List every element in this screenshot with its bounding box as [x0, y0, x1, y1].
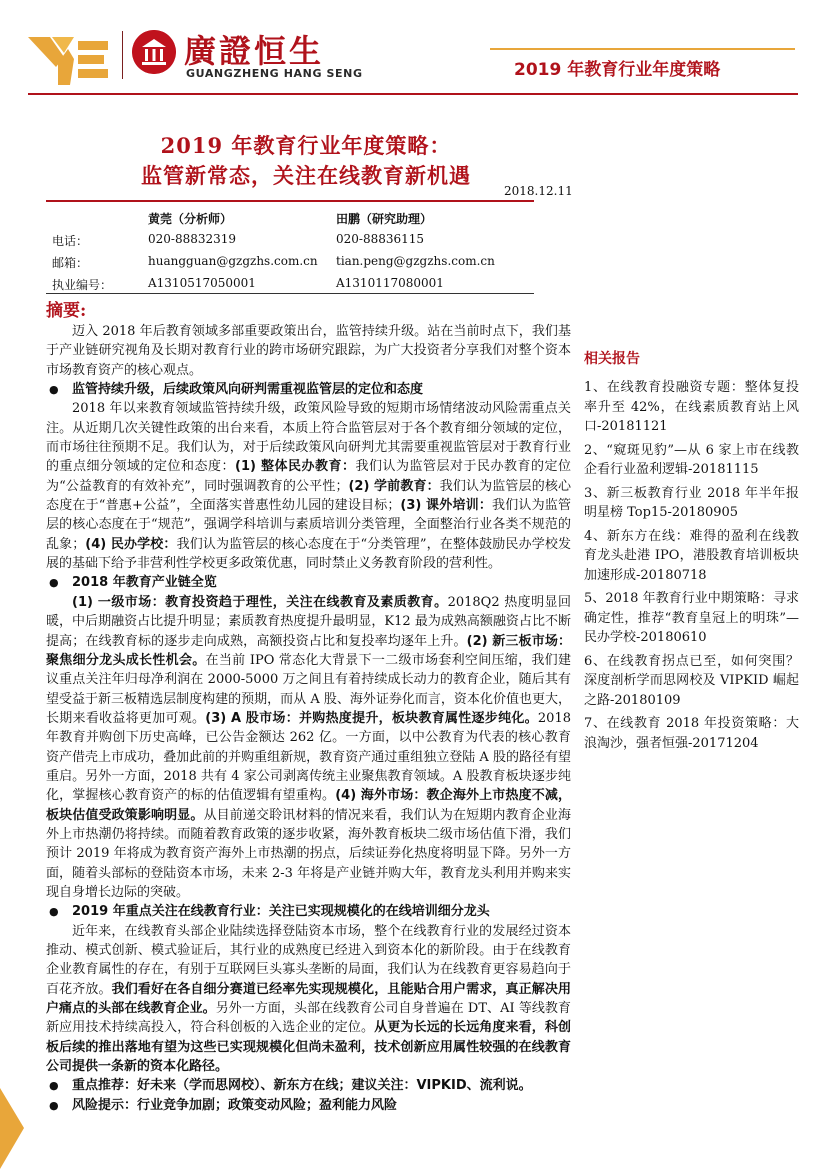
phone-label: 电话： [52, 234, 89, 248]
related-report-item[interactable]: 4、新东方在线：难得的盈利在线教育龙头赴港 IPO，港股教育培训板块加速形成-20180718 [584, 528, 799, 583]
bullet-online-education-body: 近年来，在线教育头部企业陆续选择登陆资本市场，整个在线教育行业的发展经过资本推动、模式创新、模式验证后，其行业的成熟度已经进入到资本化的新阶段。由于在线教育企业教育属性的存在，有别于互联网巨头寡头垄断的局面，我们认为在线教育更容易趋向于百花齐放。我们看好在各自细分赛道已经率先实现规模化，且能贴合用户需求，真正解决用户痛点的头部在线教育企业。另外一方面，头部在线教育公司自身普遍在 DT、AI 等线教育新应用技术持续高投入，符合科创板的入选企业的定位。从更为长远的长远角度来看，科创板后续的推出落地有望为这些已实现规模化但尚未盈利，技术创新应用属性较强的在线教育公司提供一条新的资本化路径。 [46, 923, 571, 1075]
email-label: 邮箱： [52, 256, 89, 270]
analyst2-license: A1310117080001 [336, 276, 444, 290]
summary-intro: 迈入 2018 年后教育领域多部重要政策出台，监管持续升级。站在当前时点下，我们基于产业链研究视角及长期对教育行业的跨市场研究跟踪，为广大投资者分享我们对整个资本市场教育资产的核心观点。 [46, 324, 571, 378]
related-reports-heading: 相关报告 [584, 351, 640, 367]
summary-body [46, 322, 571, 1115]
yf-logo-icon [28, 33, 110, 87]
bullet-online-education-title: ● 2019 年重点关注在线教育行业：关注已实现规模化的在线培训细分龙头 [46, 902, 571, 921]
analyst2-name: 田鹏（研究助理） [336, 212, 433, 226]
bullet-regulation-title: ● 监管持续升级，后续政策风向研判需重视监管层的定位和态度 [46, 380, 571, 399]
info-top-rule [46, 200, 534, 202]
related-report-item[interactable]: 1、在线教育投融资专题：整体复投率升至 42%，在线素质教育站上风口-20181121 [584, 380, 799, 434]
report-date: 2018.12.11 [504, 184, 573, 198]
bullet-industry-chain-body: (1) 一级市场：教育投资趋于理性，关注在线教育及素质教育。2018Q2 热度明显回暖，中后期融资占比提升明显；素质教育热度提升最明显，K12 最为成熟高额融资占比不断提高；在线教育标的逐步走向成熟，高额投资占比和复投率均逐年上升。(2) 新三板市场：聚焦细分龙头成长性机会。在当前 IPO 常态化大背景下一二级市场套利空间压缩，我们建议重点关注年归母净利润在 2000-5000 万之间且有着持续成长动力的教育企业，随后其有望受益于新三板精选层制度构建的预期，而从 A 股、海外证券化而言，资本化价值也更大，长期来看收益将更加可观。(3) A 股市场：并购热度提升，板块教育属性逐步纯化。2018 年教育并购创下历史高峰，已公告金额达 262 亿。一方面，以中公教育为代表的核心教育资产借壳上市成功，叠加此前的并购重组新规，教育资产通过重组独立登陆 A 股的路径有望重启。另外一方面，2018 共有 4 家公司剥离传统主业聚焦教育领域。A 股教育板块逐步纯化，掌握核心教育资产的标的估值逻辑有望重构。(4) 海外市场：教企海外上市热度不减，板块估值受政策影响明显。从目前递交聆讯材料的情况来看，我们认为在短期内教育企业海外上市热潮仍将持续。而随着教育政策的逐步收紧，海外教育板块二级市场估值下滑，我们预计 2019 年将成为教育资产海外上市热潮的拐点，后续证券化热度将明显下降。另外一方面，随着头部标的登陆资本市场，未来 2-3 年将是产业链并购大年，教育龙头利用并购来实现自身增长边际的突破。 [46, 594, 571, 900]
analyst1-name: 黄莞（分析师） [148, 212, 233, 226]
brand-name-en: GUANGZHENG HANG SENG [186, 67, 363, 80]
related-report-item[interactable]: 2、“窥斑见豹”—从 6 家上市在线教企看行业盈利逻辑-20181115 [584, 442, 799, 477]
info-bottom-rule [46, 293, 534, 294]
related-report-item[interactable]: 6、在线教育拐点已至，如何突围？深度剖析学而思网校及 VIPKID 崛起之路-20180109 [584, 653, 799, 708]
corner-decoration [0, 1088, 24, 1169]
header-rule [28, 93, 798, 95]
bullet-regulation-body: 2018 年以来教育领域监管持续升级，政策风险导致的短期市场情绪波动风险需重点关注。从近期几次关键性政策的出台来看，本质上符合监管层对于各个教育细分领域的定位，而市场往往预期不足。我们认为，对于后续政策风向研判尤其需要重视监管层对于教育行业的重点细分领域的定位和态度：(1) 整体民办教育：我们认为监管层对于民办教育的定位为“公益教育的有效补充”，同时强调教育的公平性；(2) 学前教育：我们认为监管层的核心态度在于“普惠+公益”，全面落实普惠性幼儿园的建设目标；(3) 课外培训：我们认为监管层的核心态度在于“规范”，强调学科培训与素质培训分类管理，全面整治行业各类不规范的乱象；(4) 民办学校：我们认为监管层的核心态度在于“分类管理”，在整体鼓励民办学校发展的基础下给予非营利性学校更多政策优惠，同时禁止义务教育阶段的营利性。 [46, 401, 571, 572]
related-report-item[interactable]: 7、在线教育 2018 年投资策略：大浪淘沙，强者恒强-20171204 [584, 716, 799, 751]
header-gold-rule [490, 48, 795, 50]
bullet-recommendations: ● 重点推荐：好未来（学而思网校）、新东方在线；建议关注：VIPKID、流利说。 [46, 1076, 571, 1095]
bullet-risk-warning: ● 风险提示：行业竞争加剧；政策变动风险；盈利能力风险 [46, 1096, 571, 1115]
related-report-item[interactable]: 5、2018 年教育行业中期策略：寻求确定性，推荐“教育皇冠上的明珠”—民办学校-20180610 [584, 591, 799, 645]
report-title-line1: 2019 年教育行业年度策略： [160, 133, 452, 158]
analyst2-phone: 020-88836115 [336, 232, 425, 246]
analyst2-email[interactable]: tian.peng@gzgzhs.com.cn [336, 254, 495, 268]
report-title-line2: 监管新常态，关注在线教育新机遇 [141, 163, 471, 188]
summary-heading: 摘要: [46, 301, 87, 321]
bullet-industry-chain-title: ● 2018 年教育产业链全览 [46, 573, 571, 592]
report-series-title: 2019 年教育行业年度策略 [514, 60, 721, 80]
license-label: 执业编号： [52, 278, 113, 292]
bank-seal-icon [132, 30, 176, 74]
header-divider [122, 31, 123, 79]
brand-name-cn: 廣證恒生 [184, 32, 325, 70]
analyst1-phone: 020-88832319 [148, 232, 237, 246]
analyst1-email[interactable]: huangguan@gzgzhs.com.cn [148, 254, 318, 268]
related-report-item[interactable]: 3、新三板教育行业 2018 年半年报明星榜 Top15-20180905 [584, 485, 799, 520]
analyst1-license: A1310517050001 [148, 276, 256, 290]
related-reports-list [584, 378, 799, 757]
